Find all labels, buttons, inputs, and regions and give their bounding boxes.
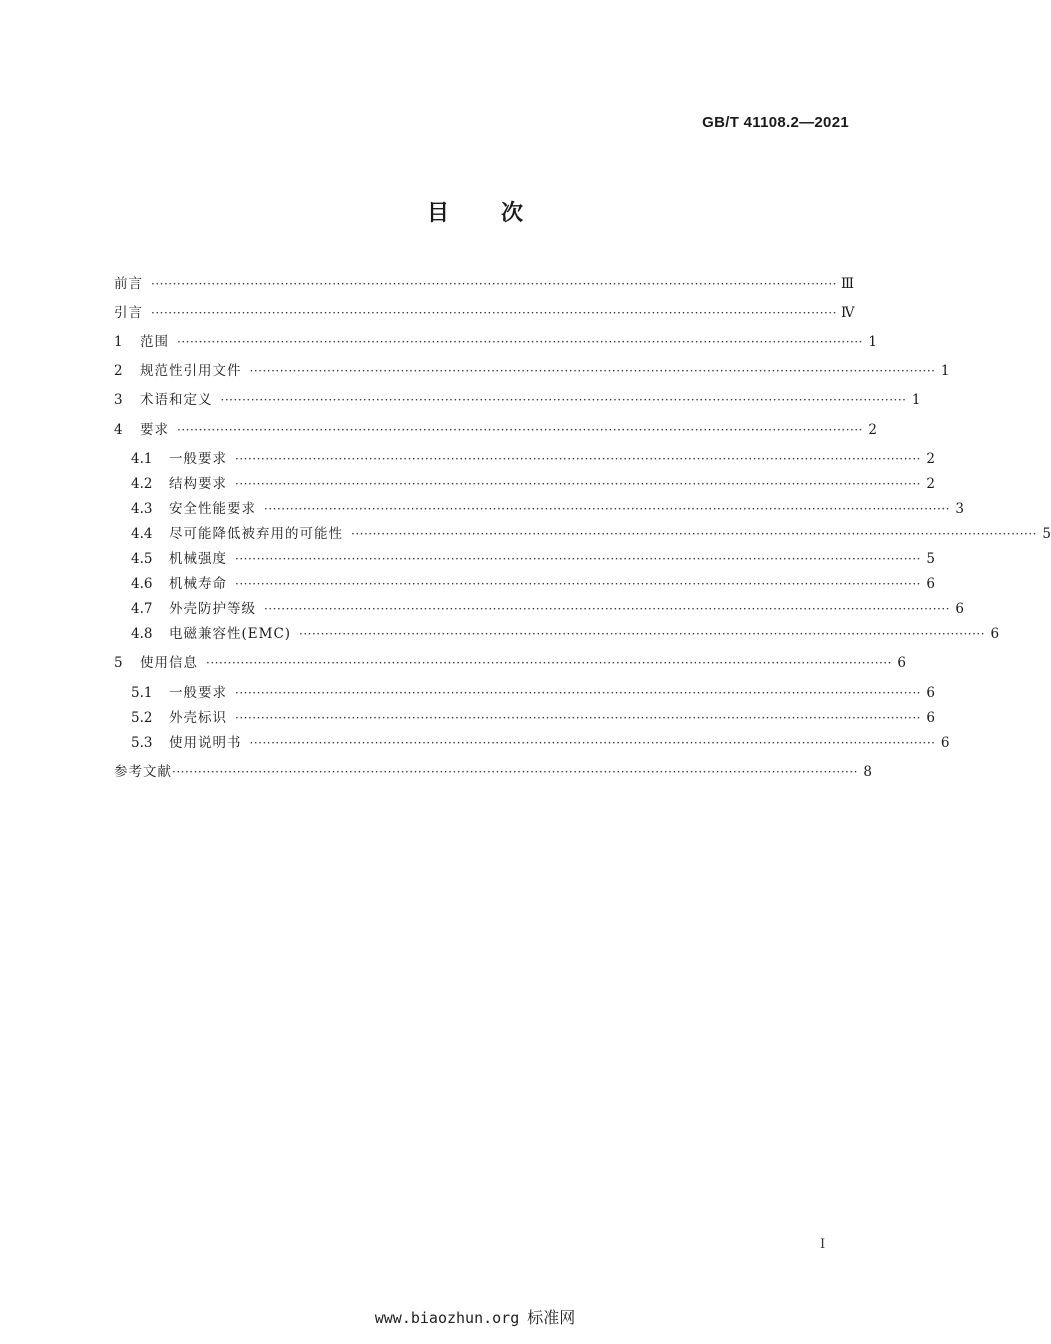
toc-entry-page: 6 <box>926 685 935 701</box>
toc-entry-4-2[interactable] <box>131 474 935 494</box>
toc-entry-page: 1 <box>911 392 921 408</box>
toc-entry-number: 5.1 <box>131 685 153 701</box>
toc-entry-title: 术语和定义 <box>140 392 213 408</box>
toc-leader-dots: ······························································································································································· <box>299 627 986 641</box>
toc-entry-bibliography[interactable] <box>114 762 872 782</box>
toc-entry-page: 6 <box>990 626 1000 642</box>
toc-entry-page: 6 <box>940 735 950 751</box>
toc-leader-dots: ······························································································································································· <box>172 765 858 779</box>
toc-entry-5[interactable] <box>114 653 906 673</box>
toc-entry-number: 4.2 <box>131 476 153 492</box>
toc-entry-page: 3 <box>955 501 964 517</box>
toc-entry-preface[interactable] <box>114 274 855 294</box>
toc-entry-page: 1 <box>868 334 877 350</box>
toc-entry-4-7[interactable] <box>131 599 964 619</box>
toc-entry-number: 4.1 <box>131 451 153 467</box>
toc-entry-title: 规范性引用文件 <box>140 363 242 379</box>
toc-entry-title: 电磁兼容性(EMC) <box>169 626 292 642</box>
toc-entry-5-2[interactable] <box>131 708 935 728</box>
toc-entry-page: 6 <box>926 576 935 592</box>
toc-leader-dots: ······························································································································································· <box>235 477 921 491</box>
toc-entry-page: 6 <box>955 601 964 617</box>
toc-entry-number: 2 <box>114 363 123 379</box>
toc-leader-dots: ······························································································································································· <box>249 736 936 750</box>
standard-code: GB/T 41108.2—2021 <box>702 114 849 131</box>
toc-entry-page: 8 <box>863 764 872 780</box>
toc-entry-4-8[interactable] <box>131 624 1000 644</box>
page-title: 目次 <box>426 201 575 226</box>
toc-entry-number: 4.7 <box>131 601 153 617</box>
toc-entry-number: 4 <box>114 422 123 438</box>
toc-entry-title: 参考文献 <box>114 764 172 780</box>
page-number: Ⅰ <box>820 1237 826 1252</box>
toc-entry-number: 5.3 <box>131 735 153 751</box>
site-watermark <box>0 1305 950 1328</box>
toc-leader-dots: ······························································································································································· <box>235 577 921 591</box>
toc-entry-number: 5.2 <box>131 710 153 726</box>
toc-entry-page: Ⅲ <box>841 276 855 292</box>
toc-leader-dots: ······························································································································································· <box>235 452 921 466</box>
toc-entry-title: 安全性能要求 <box>169 501 256 517</box>
toc-entry-title: 引言 <box>114 305 143 321</box>
toc-entry-title: 使用信息 <box>140 655 198 671</box>
toc-leader-dots: ······························································································································································· <box>249 364 936 378</box>
toc-entry-title: 尽可能降低被弃用的可能性 <box>169 526 343 542</box>
toc-entry-page: 2 <box>926 476 935 492</box>
toc-entry-title: 一般要求 <box>169 451 227 467</box>
toc-entry-3[interactable] <box>114 390 921 410</box>
toc-entry-title: 结构要求 <box>169 476 227 492</box>
toc-entry-title: 前言 <box>114 276 143 292</box>
toc-leader-dots: ······························································································································································· <box>264 602 950 616</box>
toc-entry-page: 2 <box>926 451 935 467</box>
toc-entry-4-3[interactable] <box>131 499 964 519</box>
toc-leader-dots: ······························································································································································· <box>235 711 921 725</box>
toc-leader-dots: ······························································································································································· <box>206 656 892 670</box>
toc-leader-dots: ······························································································································································· <box>351 527 1037 541</box>
toc-leader-dots: ······························································································································································· <box>151 306 837 320</box>
toc-entry-page: 5 <box>1042 526 1051 542</box>
toc-entry-4-1[interactable] <box>131 449 935 469</box>
toc-leader-dots: ······························································································································································· <box>235 552 921 566</box>
toc-entry-introduction[interactable] <box>114 303 855 323</box>
toc-entry-page: 2 <box>868 422 877 438</box>
toc-entry-title: 使用说明书 <box>169 735 242 751</box>
watermark-url[interactable]: www.biaozhun.org <box>374 1309 520 1327</box>
toc-leader-dots: ······························································································································································· <box>177 335 863 349</box>
toc-entry-4[interactable] <box>114 420 877 440</box>
toc-entry-title: 范围 <box>140 334 169 350</box>
toc-entry-page: 6 <box>897 655 906 671</box>
toc-entry-page: Ⅳ <box>841 305 855 321</box>
toc-entry-2[interactable] <box>114 361 950 381</box>
toc-leader-dots: ······························································································································································· <box>220 393 907 407</box>
toc-entry-4-4[interactable] <box>131 524 1051 544</box>
toc-entry-title: 一般要求 <box>169 685 227 701</box>
toc-entry-number: 4.5 <box>131 551 153 567</box>
toc-entry-5-1[interactable] <box>131 683 935 703</box>
toc-entry-number: 1 <box>114 334 123 350</box>
toc-leader-dots: ······························································································································································· <box>177 423 863 437</box>
toc-entry-number: 5 <box>114 655 123 671</box>
toc-leader-dots: ······························································································································································· <box>235 686 921 700</box>
toc-entry-5-3[interactable] <box>131 733 950 753</box>
toc-entry-number: 3 <box>114 392 123 408</box>
toc-entry-4-5[interactable] <box>131 549 935 569</box>
toc-entry-number: 4.4 <box>131 526 153 542</box>
toc-entry-page: 6 <box>926 710 935 726</box>
toc-leader-dots: ······························································································································································· <box>151 277 837 291</box>
toc-entry-number: 4.3 <box>131 501 153 517</box>
toc-entry-1[interactable] <box>114 332 877 352</box>
toc-entry-number: 4.8 <box>131 626 153 642</box>
toc-entry-title: 外壳防护等级 <box>169 601 256 617</box>
watermark-name: 标准网 <box>527 1308 576 1327</box>
toc-entry-page: 1 <box>940 363 950 379</box>
toc-entry-title: 机械强度 <box>169 551 227 567</box>
toc-entry-title: 机械寿命 <box>169 576 227 592</box>
toc-entry-number: 4.6 <box>131 576 153 592</box>
toc-entry-title: 要求 <box>140 422 169 438</box>
toc-entry-title: 外壳标识 <box>169 710 227 726</box>
toc-entry-4-6[interactable] <box>131 574 935 594</box>
toc-entry-page: 5 <box>926 551 935 567</box>
toc-leader-dots: ······························································································································································· <box>264 502 950 516</box>
